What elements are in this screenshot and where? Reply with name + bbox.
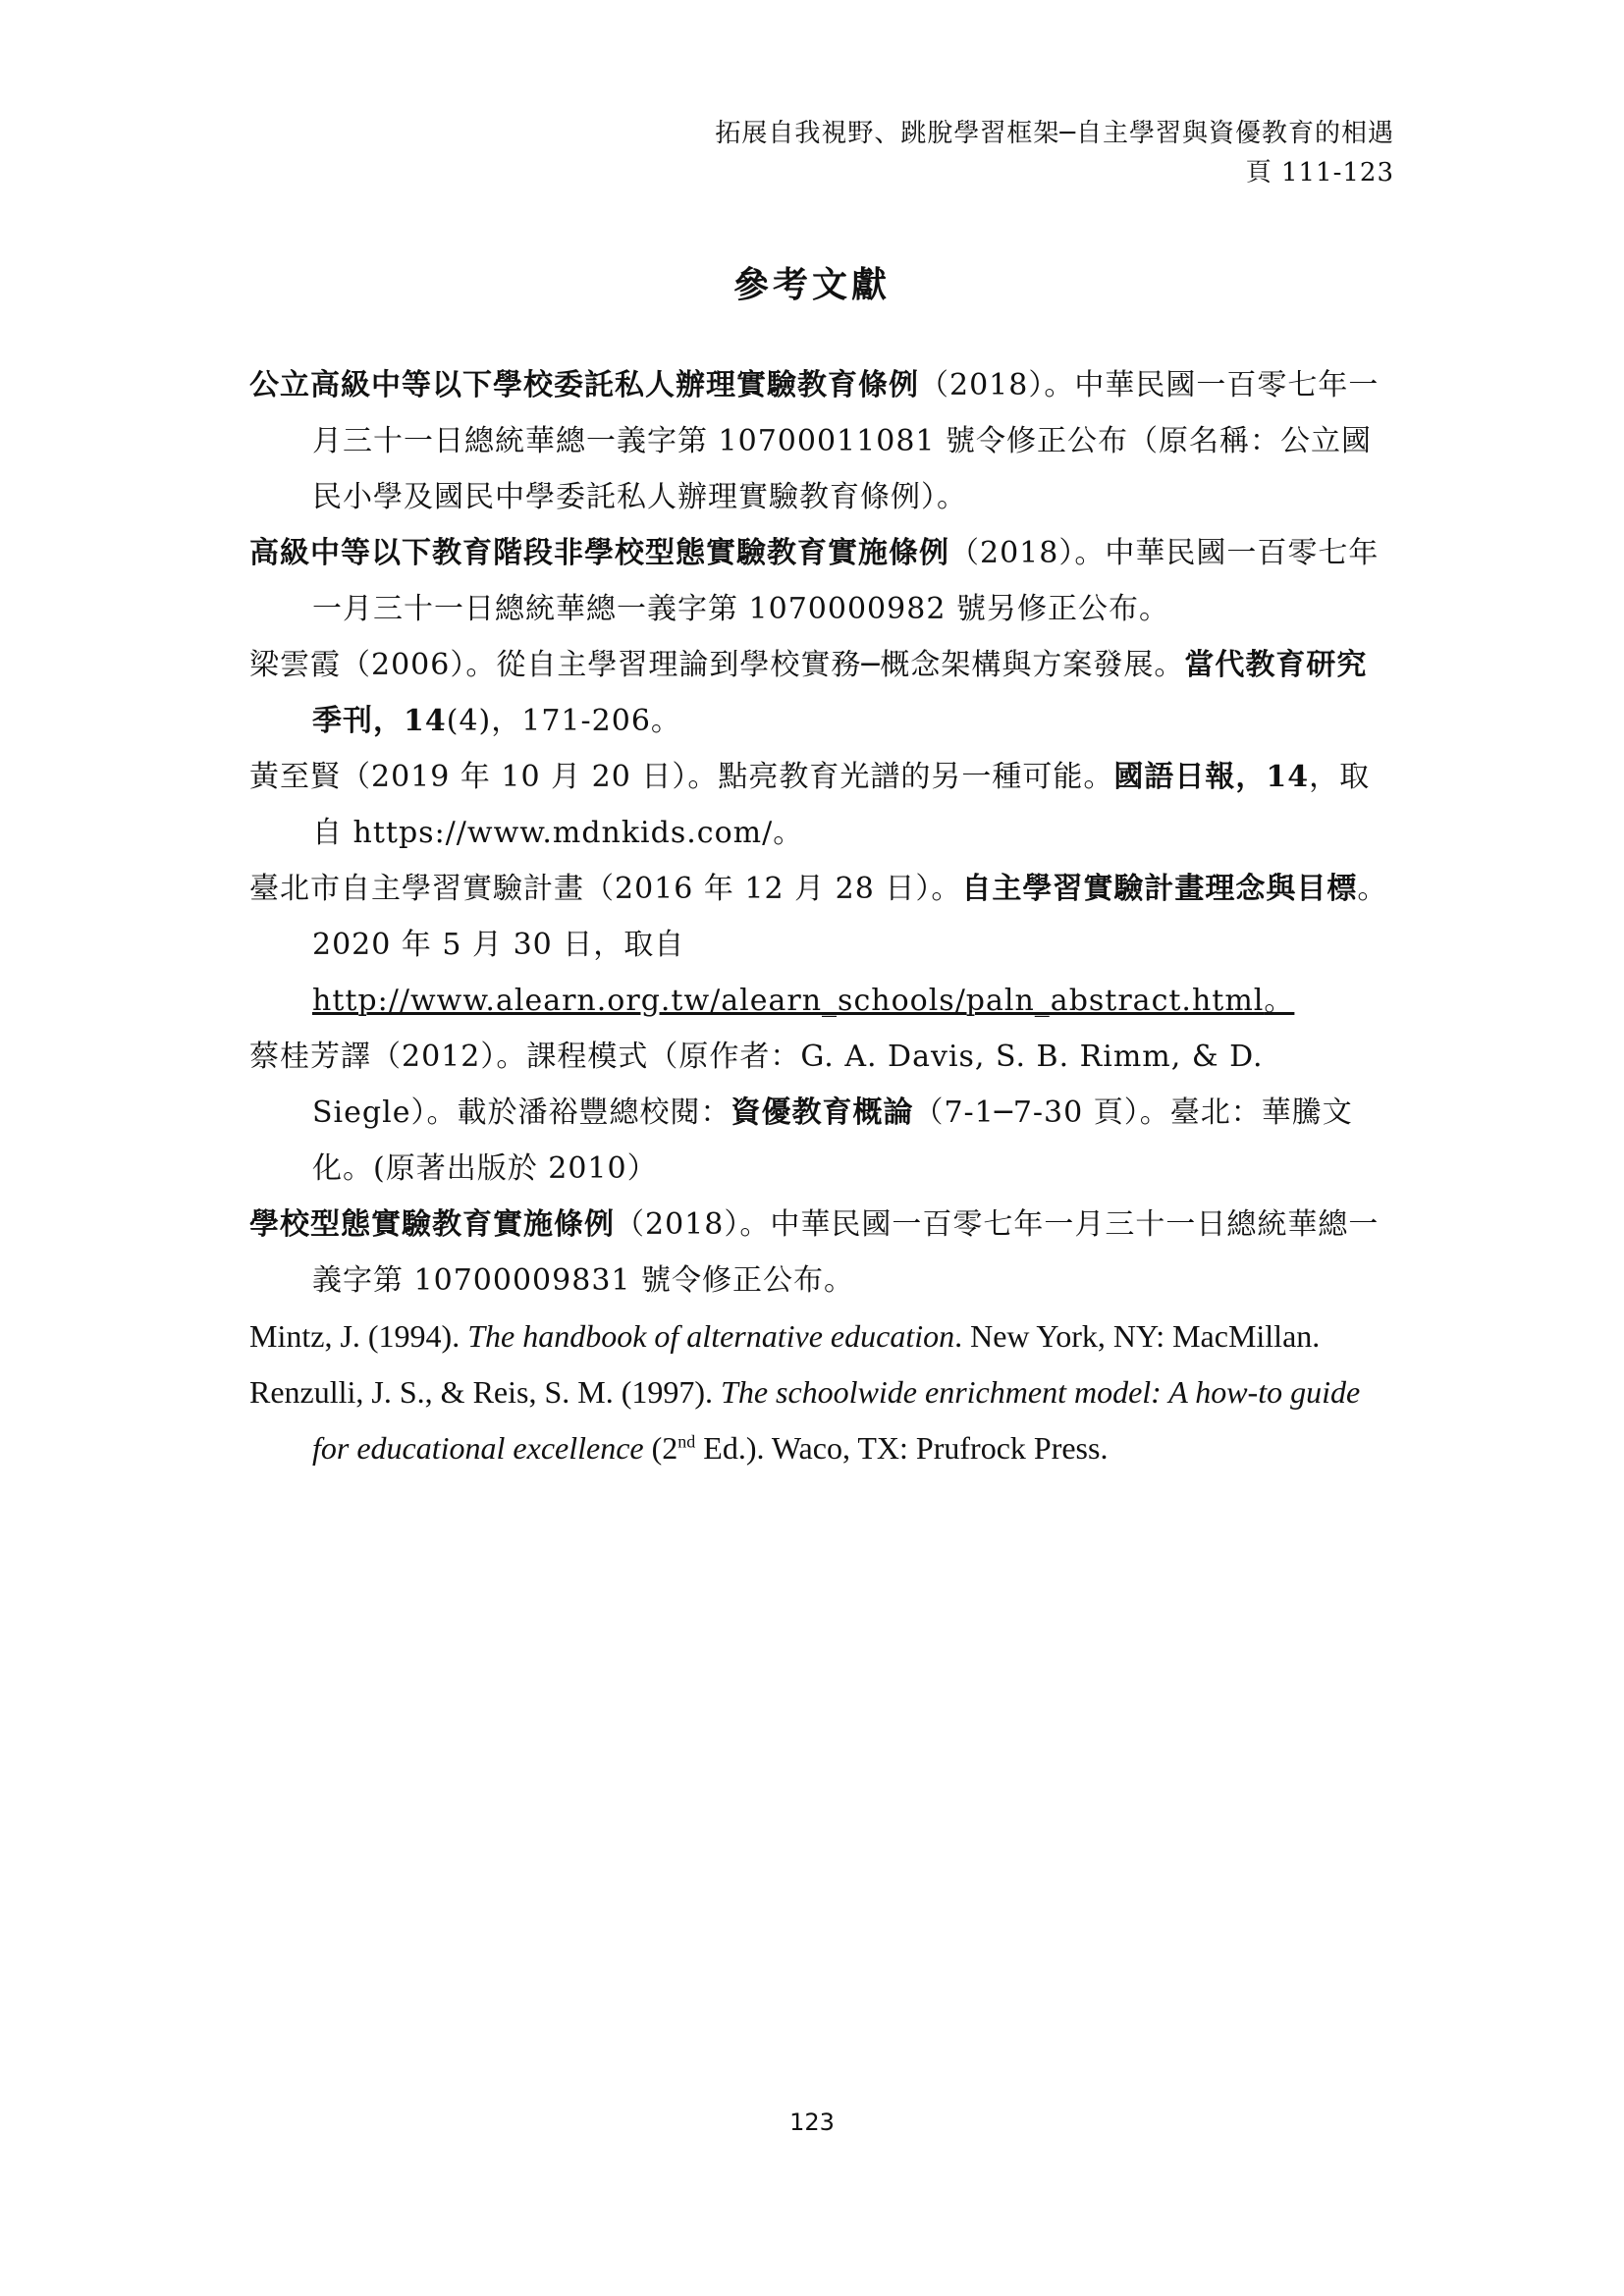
reference-text: （7-1─7-30 頁）。臺北：華騰文化。(原著出版於 2010） [312, 1095, 1353, 1186]
reference-text: Renzulli, J. S., & Reis, S. M. (1997). [249, 1374, 722, 1410]
reference-volume: 14 [404, 704, 447, 738]
reference-journal: 當代教育研究季刊 [312, 648, 1368, 738]
reference-item [249, 357, 1388, 525]
reference-edition-sup: nd [677, 1431, 696, 1452]
reference-text: Ed.). Waco, TX: Prufrock Press. [695, 1430, 1109, 1466]
reference-text: 臺北市自主學習實驗計畫（2016 年 12 月 28 日）。 [249, 872, 962, 906]
reference-text: 。2020 年 5 月 30 日，取自 [312, 872, 1388, 962]
reference-item [249, 1364, 1388, 1476]
reference-text: (4)，171-206。 [446, 704, 681, 738]
reference-text: 黃至賢（2019 年 10 月 20 日）。點亮教育光譜的另一種可能。 [249, 760, 1114, 794]
reference-item [249, 525, 1388, 637]
reference-text: 蔡桂芳譯（2012）。課程模式（原作者：G. A. Davis, S. B. Rimm, & D. Siegle）。載於潘裕豐總校閱： [249, 1040, 1264, 1130]
reference-edition: (2 [643, 1430, 678, 1466]
reference-item [249, 1197, 1388, 1308]
reference-text: . New York, NY: MacMillan. [954, 1318, 1321, 1354]
reference-end: 。 [1264, 984, 1295, 1018]
reference-text: （2018）。中華民國一百零七年一月三十一日總統華總一義字第 10700011081 號令修正公布（原名稱：公立國民小學及國民中學委託私人辦理實驗教育條例）。 [312, 368, 1380, 514]
reference-url: http://www.alearn.org.tw/alearn_schools/paln_abstract.html [312, 984, 1265, 1018]
reference-item [249, 637, 1388, 749]
page-number: 123 [789, 2109, 835, 2136]
reference-item [249, 1308, 1388, 1364]
reference-item [249, 861, 1388, 1029]
running-header [715, 114, 1394, 192]
reference-text: （2018）。中華民國一百零七年一月三十一日總統華總一義字第 1070000982 號另修正公布。 [312, 536, 1380, 626]
reference-item [249, 749, 1388, 861]
reference-book: 資優教育概論 [731, 1095, 914, 1130]
section-title: 參考文獻 [732, 264, 891, 305]
reference-law-title: 高級中等以下教育階段非學校型態實驗教育實施條例 [249, 536, 949, 570]
reference-text: ，取自 https://www.mdnkids.com/。 [312, 760, 1371, 850]
reference-law-title: 公立高級中等以下學校委託私人辦理實驗教育條例 [249, 368, 919, 402]
running-header-pages: 頁 111-123 [1245, 158, 1394, 187]
reference-source: 國語日報，14 [1113, 760, 1310, 794]
reference-comma: ， [373, 704, 404, 738]
reference-text: 梁雲霞（2006）。從自主學習理論到學校實務─概念架構與方案發展。 [249, 648, 1185, 682]
running-header-title: 拓展自我視野、跳脫學習框架─自主學習與資優教育的相遇 [715, 119, 1394, 148]
reference-law-title: 學校型態實驗教育實施條例 [249, 1207, 615, 1242]
reference-title: The handbook of alternative education [467, 1318, 955, 1354]
reference-text: Mintz, J. (1994). [249, 1318, 468, 1354]
reference-text: （2018）。中華民國一百零七年一月三十一日總統華總一義字第 10700009831 號令修正公布。 [312, 1207, 1380, 1298]
reference-title: 自主學習實驗計畫理念與目標 [961, 872, 1358, 906]
reference-item [249, 1029, 1388, 1197]
reference-list [249, 357, 1388, 1476]
reference-title: The schoolwide enrichment model: A how-to guide for educational excellence [312, 1374, 1361, 1466]
